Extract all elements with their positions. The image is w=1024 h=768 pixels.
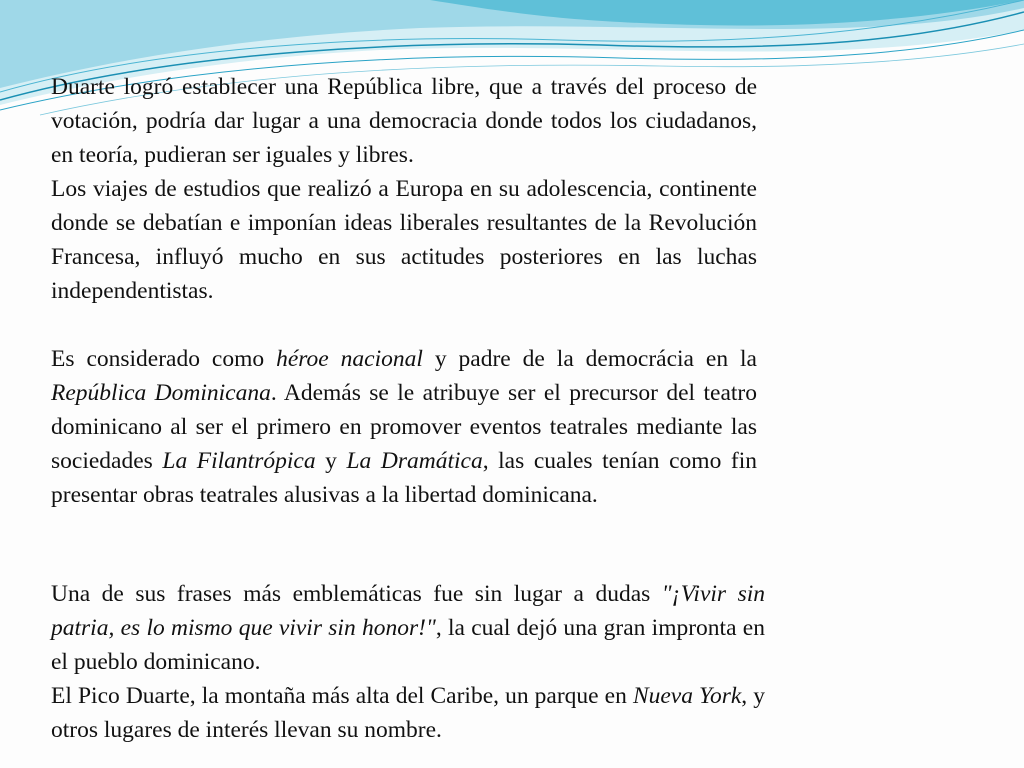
sentence-viajes-europa: Los viajes de estudios que realizó a Europa en su adolescencia, continente donde se debatían e imponían ideas liberales resultantes de la Revolución Francesa, influyó mucho en sus actitudes posteriores en las luchas independentistas. [51, 176, 757, 304]
paragraph-frase-emblematica [51, 577, 765, 747]
italic-republica-dominicana: República Dominicana [51, 380, 271, 406]
italic-nueva-york: Nueva York [632, 683, 742, 709]
sentence-frase [51, 577, 765, 679]
italic-quote-vivir-sin-patria: "¡Vivir sin patria, es lo mismo que vivir sin honor!" [51, 581, 765, 641]
sentence-republica-libre: Duarte logró establecer una República libre, que a través del proceso de votación, podría dar lugar a una democracia donde todos los ciudadanos, en teoría, pudieran ser iguales y libres. [51, 74, 757, 168]
text-run: , y otros lugares de interés llevan su nombre. [51, 683, 766, 743]
text-run: El Pico Duarte, la montaña más alta del Caribe, un parque en [51, 683, 633, 709]
sentence-pico-duarte [51, 679, 765, 747]
text-run: Una de sus frases más emblemáticas fue sin lugar a dudas [51, 581, 662, 607]
text-run: . Además se le atribuye ser el precursor del teatro dominicano al ser el primero en promover eventos teatrales mediante las sociedades [51, 380, 757, 474]
text-run: Es considerado como [51, 346, 277, 372]
text-run: y padre de la democrácia en la [422, 346, 757, 372]
text-run: y [315, 448, 347, 474]
italic-la-filantropica: La Filantrópica [162, 448, 316, 474]
text-run: , las cuales tenían como fin presentar obras teatrales alusivas a la libertad dominicana. [51, 448, 757, 508]
paragraph-heroe-nacional [51, 342, 757, 512]
italic-heroe-nacional: héroe nacional [276, 346, 423, 372]
paragraph-republica [51, 70, 757, 308]
italic-la-dramatica: La Dramática [346, 448, 483, 474]
text-run: , la cual dejó una gran impronta en el pueblo dominicano. [51, 615, 765, 675]
